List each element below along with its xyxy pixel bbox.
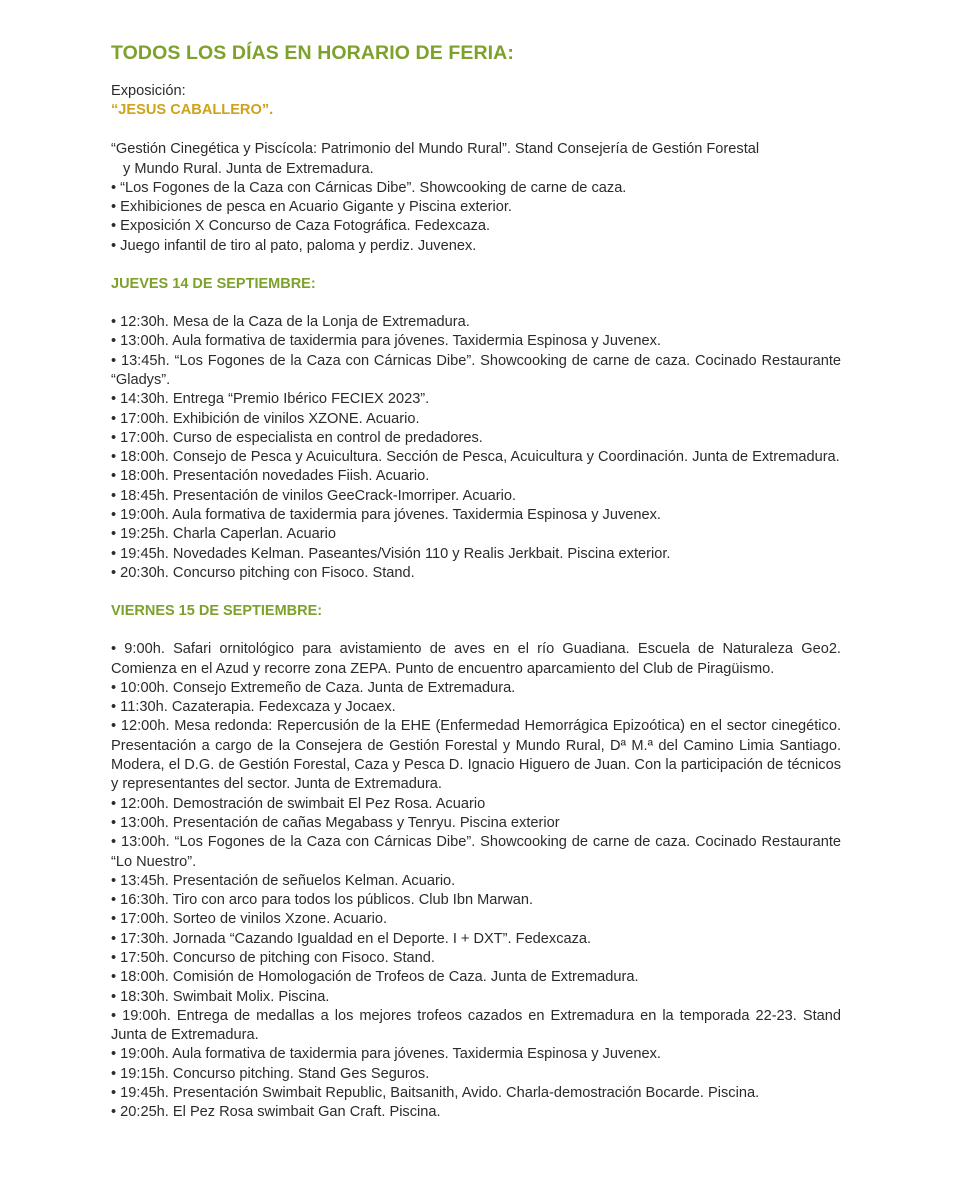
list-item: • 18:00h. Comisión de Homologación de Trofeos de Caza. Junta de Extremadura. <box>111 969 639 986</box>
viernes-list <box>111 640 841 1122</box>
list-item: • 10:00h. Consejo Extremeño de Caza. Junta de Extremadura. <box>111 679 516 696</box>
list-item: • 11:30h. Cazaterapia. Fedexcaza y Jocaex. <box>111 699 396 716</box>
list-item-line: “Gestión Cinegética y Piscícola: Patrimonio del Mundo Rural”. Stand Consejería de Gestión Forestal <box>111 141 760 158</box>
list-item: • 12:30h. Mesa de la Caza de la Lonja de Extremadura. <box>111 314 470 331</box>
list-item: • 13:45h. Presentación de señuelos Kelman. Acuario. <box>111 872 456 889</box>
list-item: • Exposición X Concurso de Caza Fotográfica. Fedexcaza. <box>111 218 491 235</box>
exposicion-name: “JESUS CABALLERO”. <box>111 102 274 119</box>
list-item: • 19:15h. Concurso pitching. Stand Ges Seguros. <box>111 1065 430 1082</box>
list-item: • 19:45h. Novedades Kelman. Paseantes/Visión 110 y Realis Jerkbait. Piscina exterior. <box>111 545 671 562</box>
list-item: • 13:00h. “Los Fogones de la Caza con Cárnicas Dibe”. Showcooking de carne de caza. Cocinado Restaurante “Lo Nuestro”. <box>111 834 841 870</box>
list-item: • 17:00h. Exhibición de vinilos XZONE. Acuario. <box>111 410 420 427</box>
section-title-jueves: JUEVES 14 DE SEPTIEMBRE: <box>111 276 316 293</box>
list-item: • 18:00h. Consejo de Pesca y Acuicultura. Sección de Pesca, Acuicultura y Coordinación. Junta de Extremadura. <box>111 449 840 466</box>
list-item: • 12:00h. Mesa redonda: Repercusión de la EHE (Enfermedad Hemorrágica Epizoótica) en el sector cinegético. Presentación a cargo de la Consejera de Gestión Forestal y Mundo Rural, Dª M.ª del Camino Limia Santiago. Modera, el D.G. de Gestión Forestal, Caza y Pesca D. Ignacio Higuero de Juan. Con la participación de técnicos y representantes del sector. Junta de Extremadura. <box>111 718 841 793</box>
list-item: • Juego infantil de tiro al pato, paloma y perdiz. Juvenex. <box>111 237 477 254</box>
list-item: • 19:45h. Presentación Swimbait Republic, Baitsanith, Avido. Charla-demostración Bocarde. Piscina. <box>111 1085 760 1102</box>
jueves-list <box>111 313 841 583</box>
list-item: • 19:00h. Aula formativa de taxidermia para jóvenes. Taxidermia Espinosa y Juvenex. <box>111 507 661 524</box>
program-content <box>111 40 841 1123</box>
list-item: • 18:00h. Presentación novedades Fiish. Acuario. <box>111 468 430 485</box>
list-item: • 18:45h. Presentación de vinilos GeeCrack-Imorriper. Acuario. <box>111 487 517 504</box>
list-item: • 19:00h. Aula formativa de taxidermia para jóvenes. Taxidermia Espinosa y Juvenex. <box>111 1046 661 1063</box>
section-title-daily: TODOS LOS DÍAS EN HORARIO DE FERIA: <box>111 42 514 64</box>
list-item: • 20:25h. El Pez Rosa swimbait Gan Craft. Piscina. <box>111 1104 441 1121</box>
list-item: • 19:00h. Entrega de medallas a los mejores trofeos cazados en Extremadura en la temporada 22-23. Stand Junta de Extremadura. <box>111 1007 841 1044</box>
list-item: • 17:00h. Sorteo de vinilos Xzone. Acuario. <box>111 911 388 928</box>
list-item: • 13:45h. “Los Fogones de la Caza con Cárnicas Dibe”. Showcooking de carne de caza. Cocinado Restaurante “Gladys”. <box>111 352 841 388</box>
list-item-line: y Mundo Rural. Junta de Extremadura. <box>123 160 374 177</box>
list-item: • 19:25h. Charla Caperlan. Acuario <box>111 526 336 543</box>
list-item: • 12:00h. Demostración de swimbait El Pez Rosa. Acuario <box>111 795 486 812</box>
list-item: • Exhibiciones de pesca en Acuario Gigante y Piscina exterior. <box>111 199 512 216</box>
exposicion-label: Exposición: <box>111 83 186 99</box>
list-item: • 18:30h. Swimbait Molix. Piscina. <box>111 988 330 1005</box>
list-item: • 17:30h. Jornada “Cazando Igualdad en el Deporte. I + DXT”. Fedexcaza. <box>111 930 592 947</box>
list-item: • 9:00h. Safari ornitológico para avistamiento de aves en el río Guadiana. Escuela de Naturaleza Geo2. Comienza en el Azud y recorre zona ZEPA. Punto de encuentro aparcamiento del Club de Piragüismo. <box>111 641 841 677</box>
list-item: • 20:30h. Concurso pitching con Fisoco. Stand. <box>111 564 415 581</box>
list-item: • 13:00h. Aula formativa de taxidermia para jóvenes. Taxidermia Espinosa y Juvenex. <box>111 333 661 350</box>
section-title-viernes: VIERNES 15 DE SEPTIEMBRE: <box>111 603 323 620</box>
list-item: • “Los Fogones de la Caza con Cárnicas Dibe”. Showcooking de carne de caza. <box>111 179 627 196</box>
list-item: • 14:30h. Entrega “Premio Ibérico FECIEX 2023”. <box>111 391 430 408</box>
list-item: • 13:00h. Presentación de cañas Megabass y Tenryu. Piscina exterior <box>111 814 560 831</box>
list-item <box>111 140 841 179</box>
list-item: • 16:30h. Tiro con arco para todos los públicos. Club Ibn Marwan. <box>111 892 534 909</box>
daily-list <box>111 140 841 256</box>
list-item: • 17:50h. Concurso de pitching con Fisoco. Stand. <box>111 949 435 966</box>
list-item: • 17:00h. Curso de especialista en control de predadores. <box>111 429 483 446</box>
